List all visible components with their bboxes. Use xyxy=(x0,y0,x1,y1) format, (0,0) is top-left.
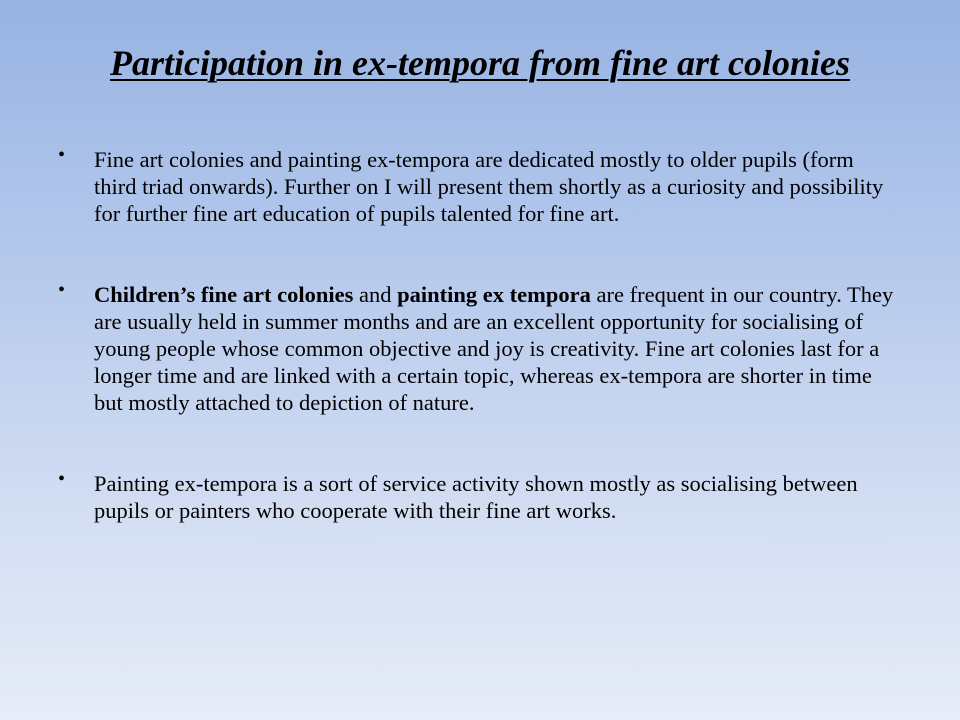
text-segment: and xyxy=(353,282,398,307)
bullet-text xyxy=(94,282,893,415)
bullet-text: Painting ex-tempora is a sort of service activity shown mostly as socialising between pupils or painters who cooperate with their fine art works. xyxy=(94,471,858,523)
bullet-item-2 xyxy=(58,279,894,416)
bold-phrase-ex-tempora: painting ex tempora xyxy=(397,282,591,307)
bullet-icon: • xyxy=(58,468,66,490)
text-segment: are frequent in our country. They are usually held in summer months and are an excellent opportunity for socialising of young people whose common objective and joy is creativity. Fine art colonies last for a longer time and are linked with a certain topic, whereas ex-tempora are shorter in time but mostly attached to depiction of nature. xyxy=(94,282,894,415)
bullet-item-1 xyxy=(58,144,894,227)
bullet-item-3 xyxy=(58,468,894,524)
bullet-icon: • xyxy=(58,144,66,166)
slide-title: Participation in ex-tempora from fine art colonies xyxy=(110,43,850,83)
bullet-list xyxy=(58,144,894,524)
bold-phrase-colonies: Children’s fine art colonies xyxy=(94,282,354,307)
bullet-text: Fine art colonies and painting ex-tempora are dedicated mostly to older pupils (form third triad onwards). Further on I will present them shortly as a curiosity and possibility for further fine art education of pupils talented for fine art. xyxy=(94,147,884,226)
bullet-icon: • xyxy=(58,279,66,301)
